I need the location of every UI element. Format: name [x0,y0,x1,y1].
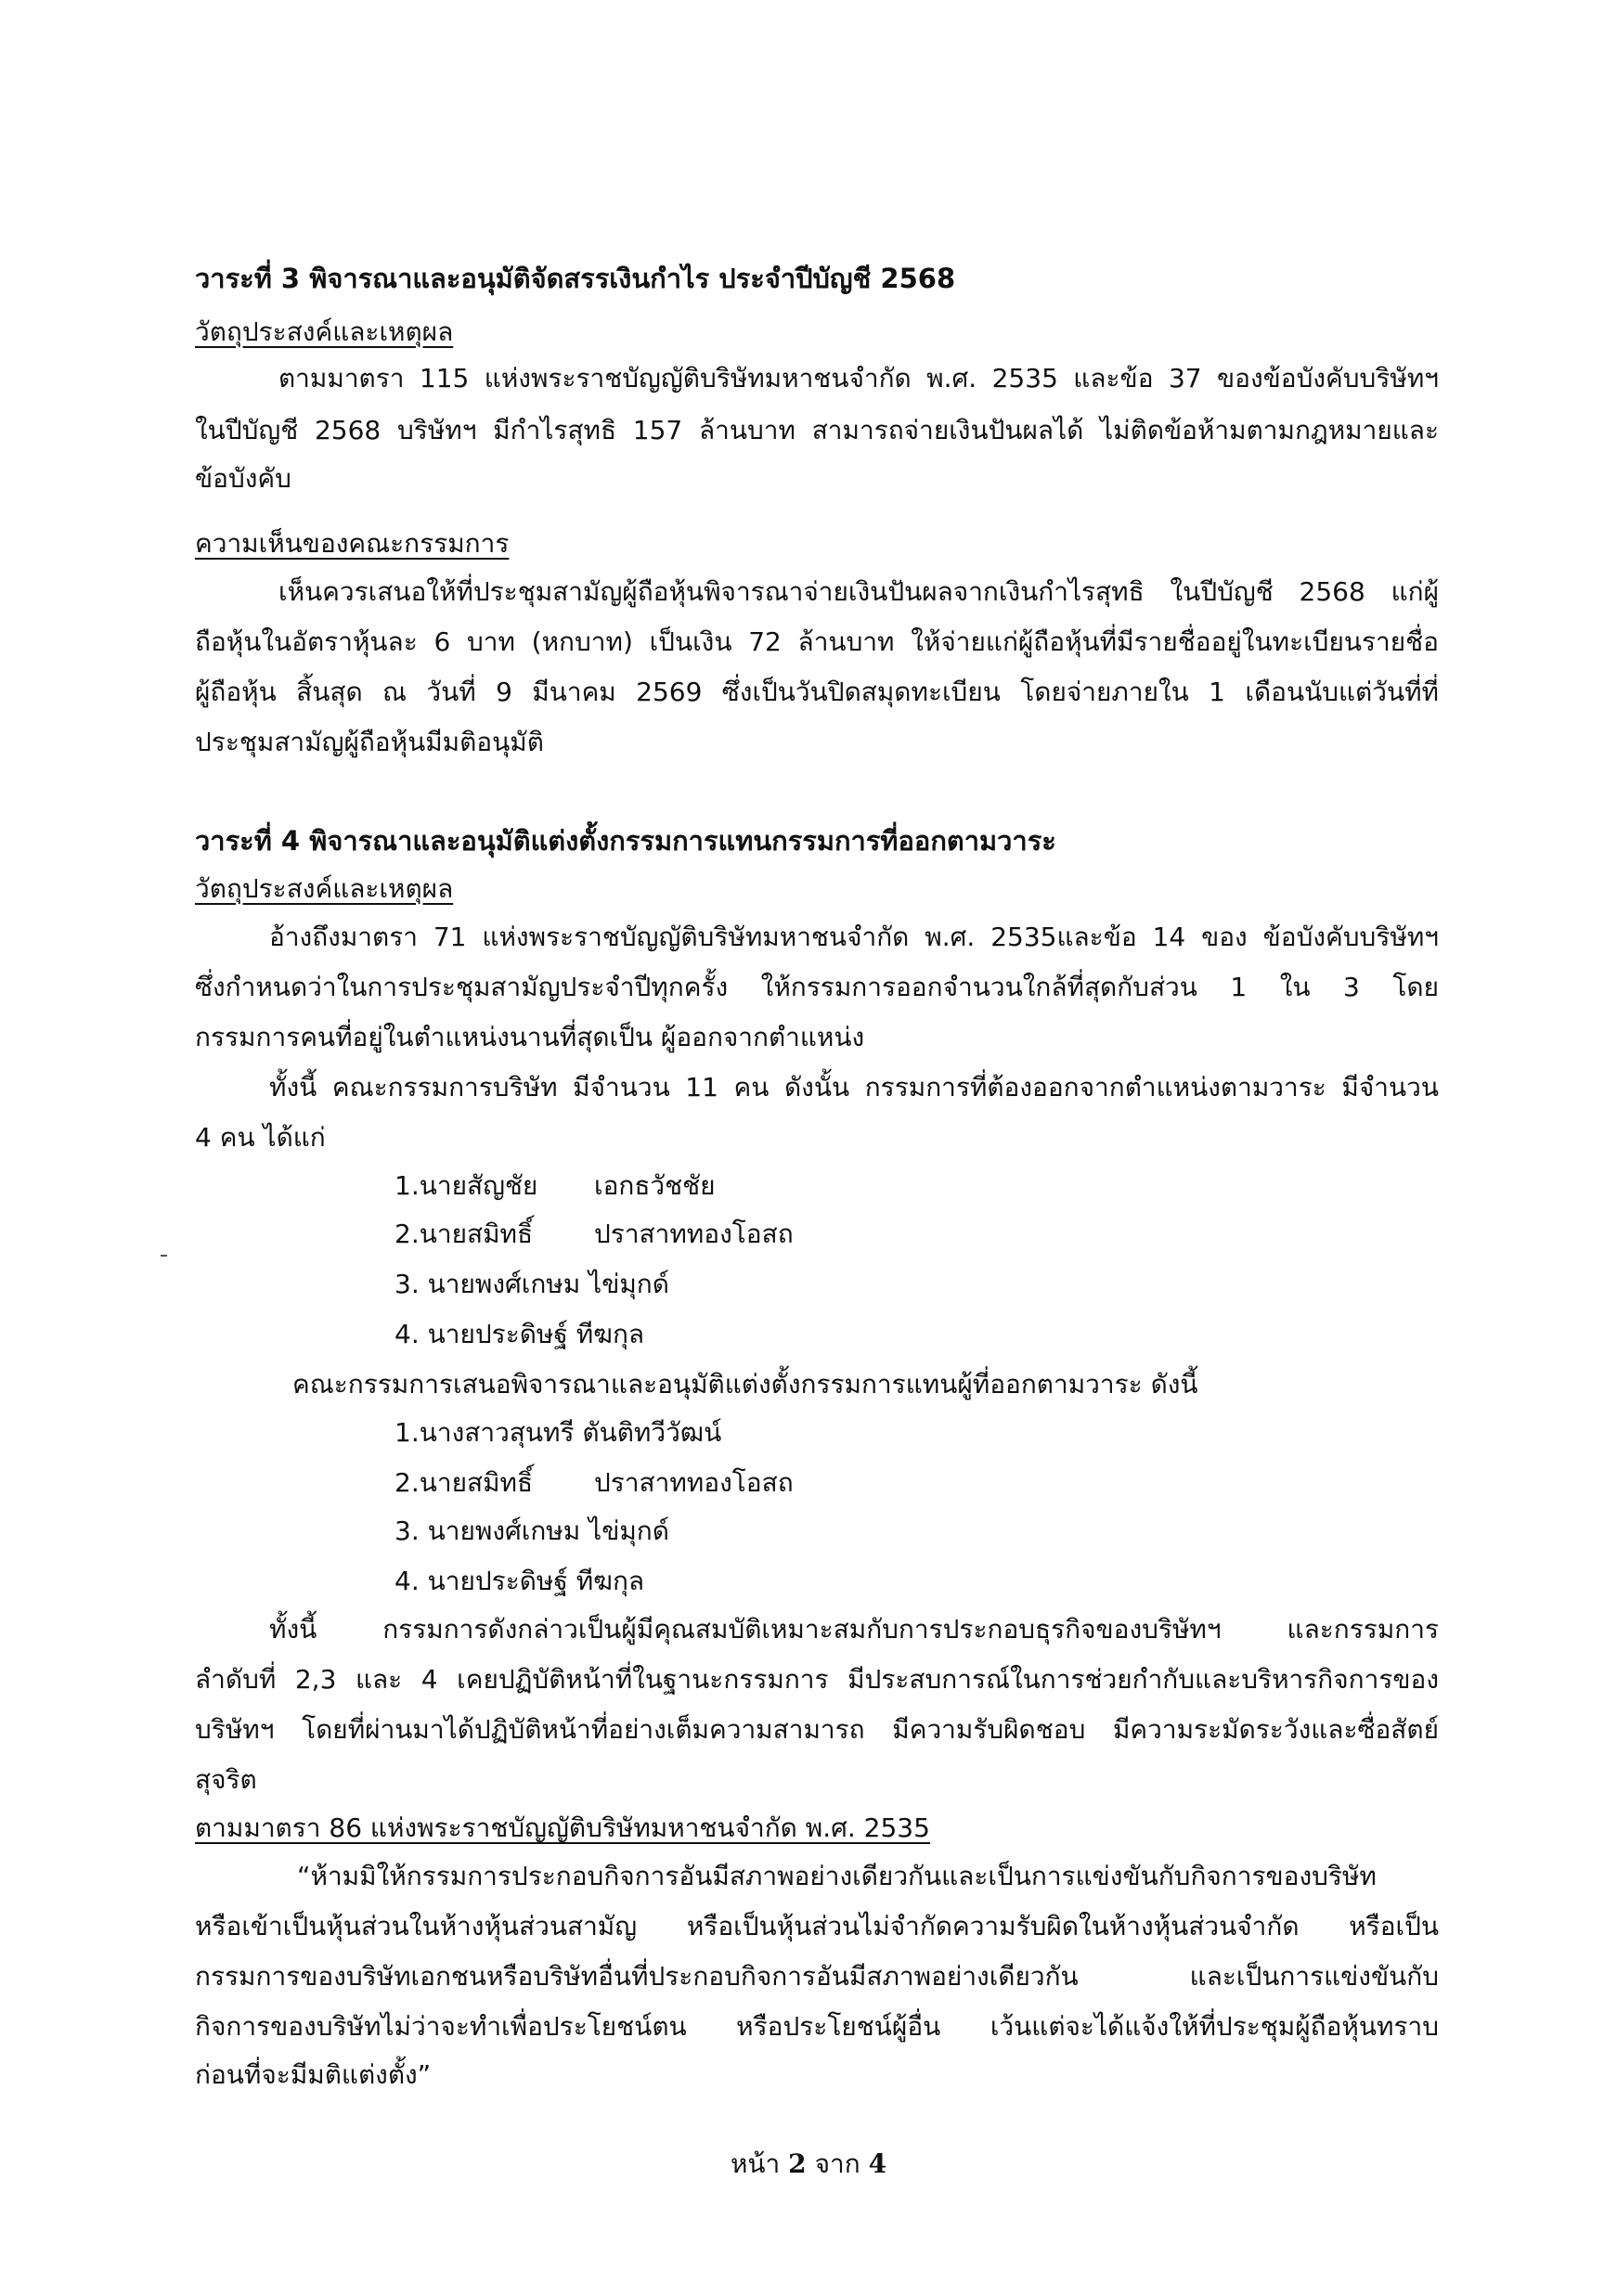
footer-total-pages: 4 [868,2148,887,2179]
section86-line: “ห้ามมิให้กรรมการประกอบกิจการอันมีสภาพอย่างเดียวกันและเป็นการแข่งขันกับกิจการของบริษัท [297,1861,1377,1891]
agenda4-qualification-line: สุจริต [195,1764,257,1795]
agenda4-objective-label: วัตถุประสงค์และเหตุผล [195,873,454,904]
agenda4-qualification-line: ทั้งนี้ กรรมการดังกล่าวเป็นผู้มีคุณสมบัติเหมาะสมกับการประกอบธุรกิจของบริษัทฯ และกรรมการ [269,1614,1439,1645]
retiring-director-1: 1.นายสัญชัย [395,1170,538,1201]
agenda3-opinion-line: ผู้ถือหุ้น สิ้นสุด ณ วันที่ 9 มีนาคม 2569 ซึ่งเป็นวันปิดสมุดทะเบียน โดยจ่ายภายใน 1 เดือนนับแต่วันที่ที่ [195,677,1439,707]
proposed-director-2-surname: ปราสาททองโอสถ [594,1467,794,1498]
section86-line: กิจการของบริษัทไม่ว่าจะทำเพื่อประโยชน์ตน หรือประโยชน์ผู้อื่น เว้นแต่จะได้แจ้งให้ที่ประชุมผู้ถือหุ้นทราบ [195,2011,1439,2042]
section86-line: ก่อนที่จะมีมติแต่งตั้ง” [195,2059,432,2090]
agenda3-objective-label: วัตถุประสงค์และเหตุผล [195,316,454,347]
agenda3-opinion-label: ความเห็นของคณะกรรมการ [195,528,510,559]
agenda4-proposal-line: คณะกรรมการเสนอพิจารณาและอนุมัติแต่งตั้งกรรมการแทนผู้ที่ออกตามวาระ ดังนี้ [292,1369,1198,1400]
page-footer [0,2144,1617,2185]
retiring-director-1-surname: เอกธวัชชัย [594,1170,716,1201]
footer-page-word: หน้า [730,2148,781,2179]
section86-line: หรือเข้าเป็นหุ้นส่วนในห้างหุ้นส่วนสามัญ หรือเป็นหุ้นส่วนไม่จำกัดความรับผิดในห้างหุ้นส่วนจำกัด หรือเป็น [195,1911,1439,1941]
agenda3-opinion-line: ถือหุ้นในอัตราหุ้นละ 6 บาท (หกบาท) เป็นเงิน 72 ล้านบาท ให้จ่ายแก่ผู้ถือหุ้นที่มีรายชื่ออยู่ในทะเบียนรายชื่อ [195,626,1439,657]
footer-page-number: 2 [788,2148,807,2179]
agenda4-ref-line: ซึ่งกำหนดว่าในการประชุมสามัญประจำปีทุกครั้ง ให้กรรมการออกจำนวนใกล้ที่สุดกับส่วน 1 ใน 3 โดย [195,972,1439,1002]
retiring-director-4: 4. นายประดิษฐ์ ทีฆกุล [395,1319,645,1349]
proposed-director-4: 4. นายประดิษฐ์ ทีฆกุล [395,1566,645,1596]
proposed-director-2: 2.นายสมิทธิ์ [395,1467,534,1498]
agenda3-opinion-line: เห็นควรเสนอให้ที่ประชุมสามัญผู้ถือหุ้นพิจารณาจ่ายเงินปันผลจากเงินกำไรสุทธิ ในปีบัญชี 2568 แก่ผู้ [278,576,1439,607]
agenda4-ref-line: กรรมการคนที่อยู่ในตำแหน่งนานที่สุดเป็น ผู้ออกจากตำแหน่ง [195,1022,865,1052]
agenda4-qualification-line: ลำดับที่ 2,3 และ 4 เคยปฏิบัติหน้าที่ในฐานะกรรมการ มีประสบการณ์ในการช่วยกำกับและบริหารกิจการของ [195,1664,1439,1695]
agenda3-objective-line: ข้อบังคับ [195,463,291,494]
proposed-director-1: 1.นางสาวสุนทรี ตันติทวีวัฒน์ [395,1417,722,1448]
agenda4-heading: วาระที่ 4 พิจารณาและอนุมัติแต่งตั้งกรรมการแทนกรรมการที่ออกตามวาระ [195,825,1056,857]
agenda3-opinion-line: ประชุมสามัญผู้ถือหุ้นมีมติอนุมัติ [195,727,544,757]
agenda4-count-line: 4 คน ได้แก่ [195,1122,326,1153]
agenda3-objective-line: ในปีบัญชี 2568 บริษัทฯ มีกำไรสุทธิ 157 ล้านบาท สามารถจ่ายเงินปันผลได้ ไม่ติดข้อห้ามตามกฎหมายและ [195,415,1439,445]
retiring-director-2-surname: ปราสาททองโอสถ [594,1219,794,1249]
margin-mark [161,1255,167,1257]
proposed-director-3: 3. นายพงศ์เกษม ไข่มุกด์ [395,1516,669,1546]
agenda3-heading: วาระที่ 3 พิจารณาและอนุมัติจัดสรรเงินกำไร ประจำปีบัญชี 2568 [195,263,956,294]
retiring-director-2: 2.นายสมิทธิ์ [395,1219,534,1249]
section86-line: กรรมการของบริษัทเอกชนหรือบริษัทอื่นที่ประกอบกิจการอันมีสภาพอย่างเดียวกัน และเป็นการแข่งขันกับ [195,1961,1439,1992]
footer-of-word: จาก [814,2148,860,2179]
retiring-director-3: 3. นายพงศ์เกษม ไข่มุกด์ [395,1269,669,1299]
agenda4-ref-line: อ้างถึงมาตรา 71 แห่งพระราชบัญญัติบริษัทมหาชนจำกัด พ.ศ. 2535และข้อ 14 ของ ข้อบังคับบริษัทฯ [269,922,1439,952]
agenda4-qualification-line: บริษัทฯ โดยที่ผ่านมาได้ปฏิบัติหน้าที่อย่างเต็มความสามารถ มีความรับผิดชอบ มีความระมัดระวังและซื่อสัตย์ [195,1714,1439,1745]
agenda3-objective-line: ตามมาตรา 115 แห่งพระราชบัญญัติบริษัทมหาชนจำกัด พ.ศ. 2535 และข้อ 37 ของข้อบังคับบริษัทฯ [278,363,1439,393]
section86-label: ตามมาตรา 86 แห่งพระราชบัญญัติบริษัทมหาชนจำกัด พ.ศ. 2535 [195,1812,930,1843]
agenda4-count-line: ทั้งนี้ คณะกรรมการบริษัท มีจำนวน 11 คน ดังนั้น กรรมการที่ต้องออกจากตำแหน่งตามวาระ มีจำนวน [269,1072,1439,1103]
